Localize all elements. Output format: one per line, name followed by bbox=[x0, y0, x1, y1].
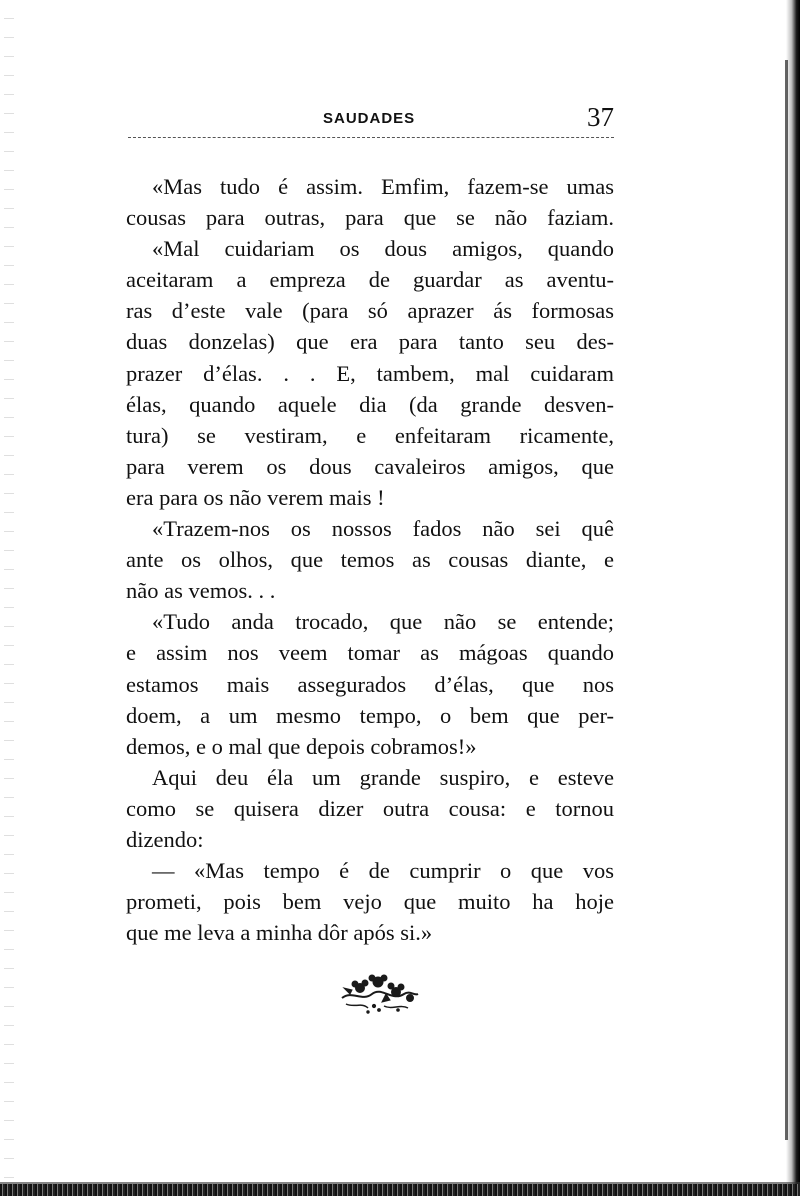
text-line: e assim nos veem tomar as mágoas quando bbox=[126, 640, 614, 666]
text-line: que me leva a minha dôr após si.» bbox=[126, 920, 433, 946]
text-line: «Trazem-nos os nossos fados não sei quê bbox=[152, 516, 614, 542]
text-line: «Mal cuidariam os dous amigos, quando bbox=[152, 236, 614, 262]
scan-left-edge bbox=[4, 0, 14, 1196]
body-text bbox=[126, 171, 614, 948]
text-line: tura) se vestiram, e enfeitaram ricamente, bbox=[126, 422, 614, 448]
text-line: aceitaram a empreza de guardar as aventu- bbox=[126, 267, 614, 293]
text-line: ante os olhos, que temos as cousas diante, e bbox=[126, 547, 614, 573]
header-rule bbox=[128, 137, 614, 138]
text-line: estamos mais assegurados d’élas, que nos bbox=[126, 671, 614, 697]
text-line: era para os não verem mais ! bbox=[126, 484, 385, 510]
scan-right-edge bbox=[786, 0, 800, 1196]
scan-bottom-edge bbox=[0, 1184, 800, 1196]
text-line: «Mas tudo é assim. Emfim, fazem-se umas bbox=[152, 174, 614, 199]
text-line: não as vemos. . . bbox=[126, 578, 276, 604]
text-line: como se quisera dizer outra cousa: e tornou bbox=[126, 795, 614, 821]
text-line: para verem os dous cavaleiros amigos, que bbox=[126, 453, 614, 479]
text-line: prometi, pois bem vejo que muito ha hoje bbox=[126, 889, 614, 915]
floral-ornament-icon bbox=[338, 972, 420, 1016]
running-head: SAUDADES bbox=[323, 110, 416, 127]
text-line: prazer d’élas. . . E, tambem, mal cuidaram bbox=[126, 360, 614, 386]
text-line: «Tudo anda trocado, que não se entende; bbox=[152, 609, 614, 635]
text-line: élas, quando aquele dia (da grande desven- bbox=[126, 391, 614, 417]
text-line: cousas para outras, para que se não faziam. bbox=[126, 205, 614, 231]
text-line: duas donzelas) que era para tanto seu des- bbox=[126, 329, 614, 355]
text-line: Aqui deu éla um grande suspiro, e esteve bbox=[152, 764, 614, 790]
text-line: dizendo: bbox=[126, 826, 204, 852]
scan-right-binding bbox=[785, 60, 788, 1140]
text-line: ras d’este vale (para só aprazer ás formosas bbox=[126, 298, 614, 324]
page-header bbox=[128, 104, 614, 138]
text-line: — «Mas tempo é de cumprir o que vos bbox=[152, 858, 614, 884]
text-line: doem, a um mesmo tempo, o bem que per- bbox=[126, 702, 614, 728]
page-number: 37 bbox=[587, 102, 614, 132]
text-line: demos, e o mal que depois cobramos!» bbox=[126, 733, 477, 759]
